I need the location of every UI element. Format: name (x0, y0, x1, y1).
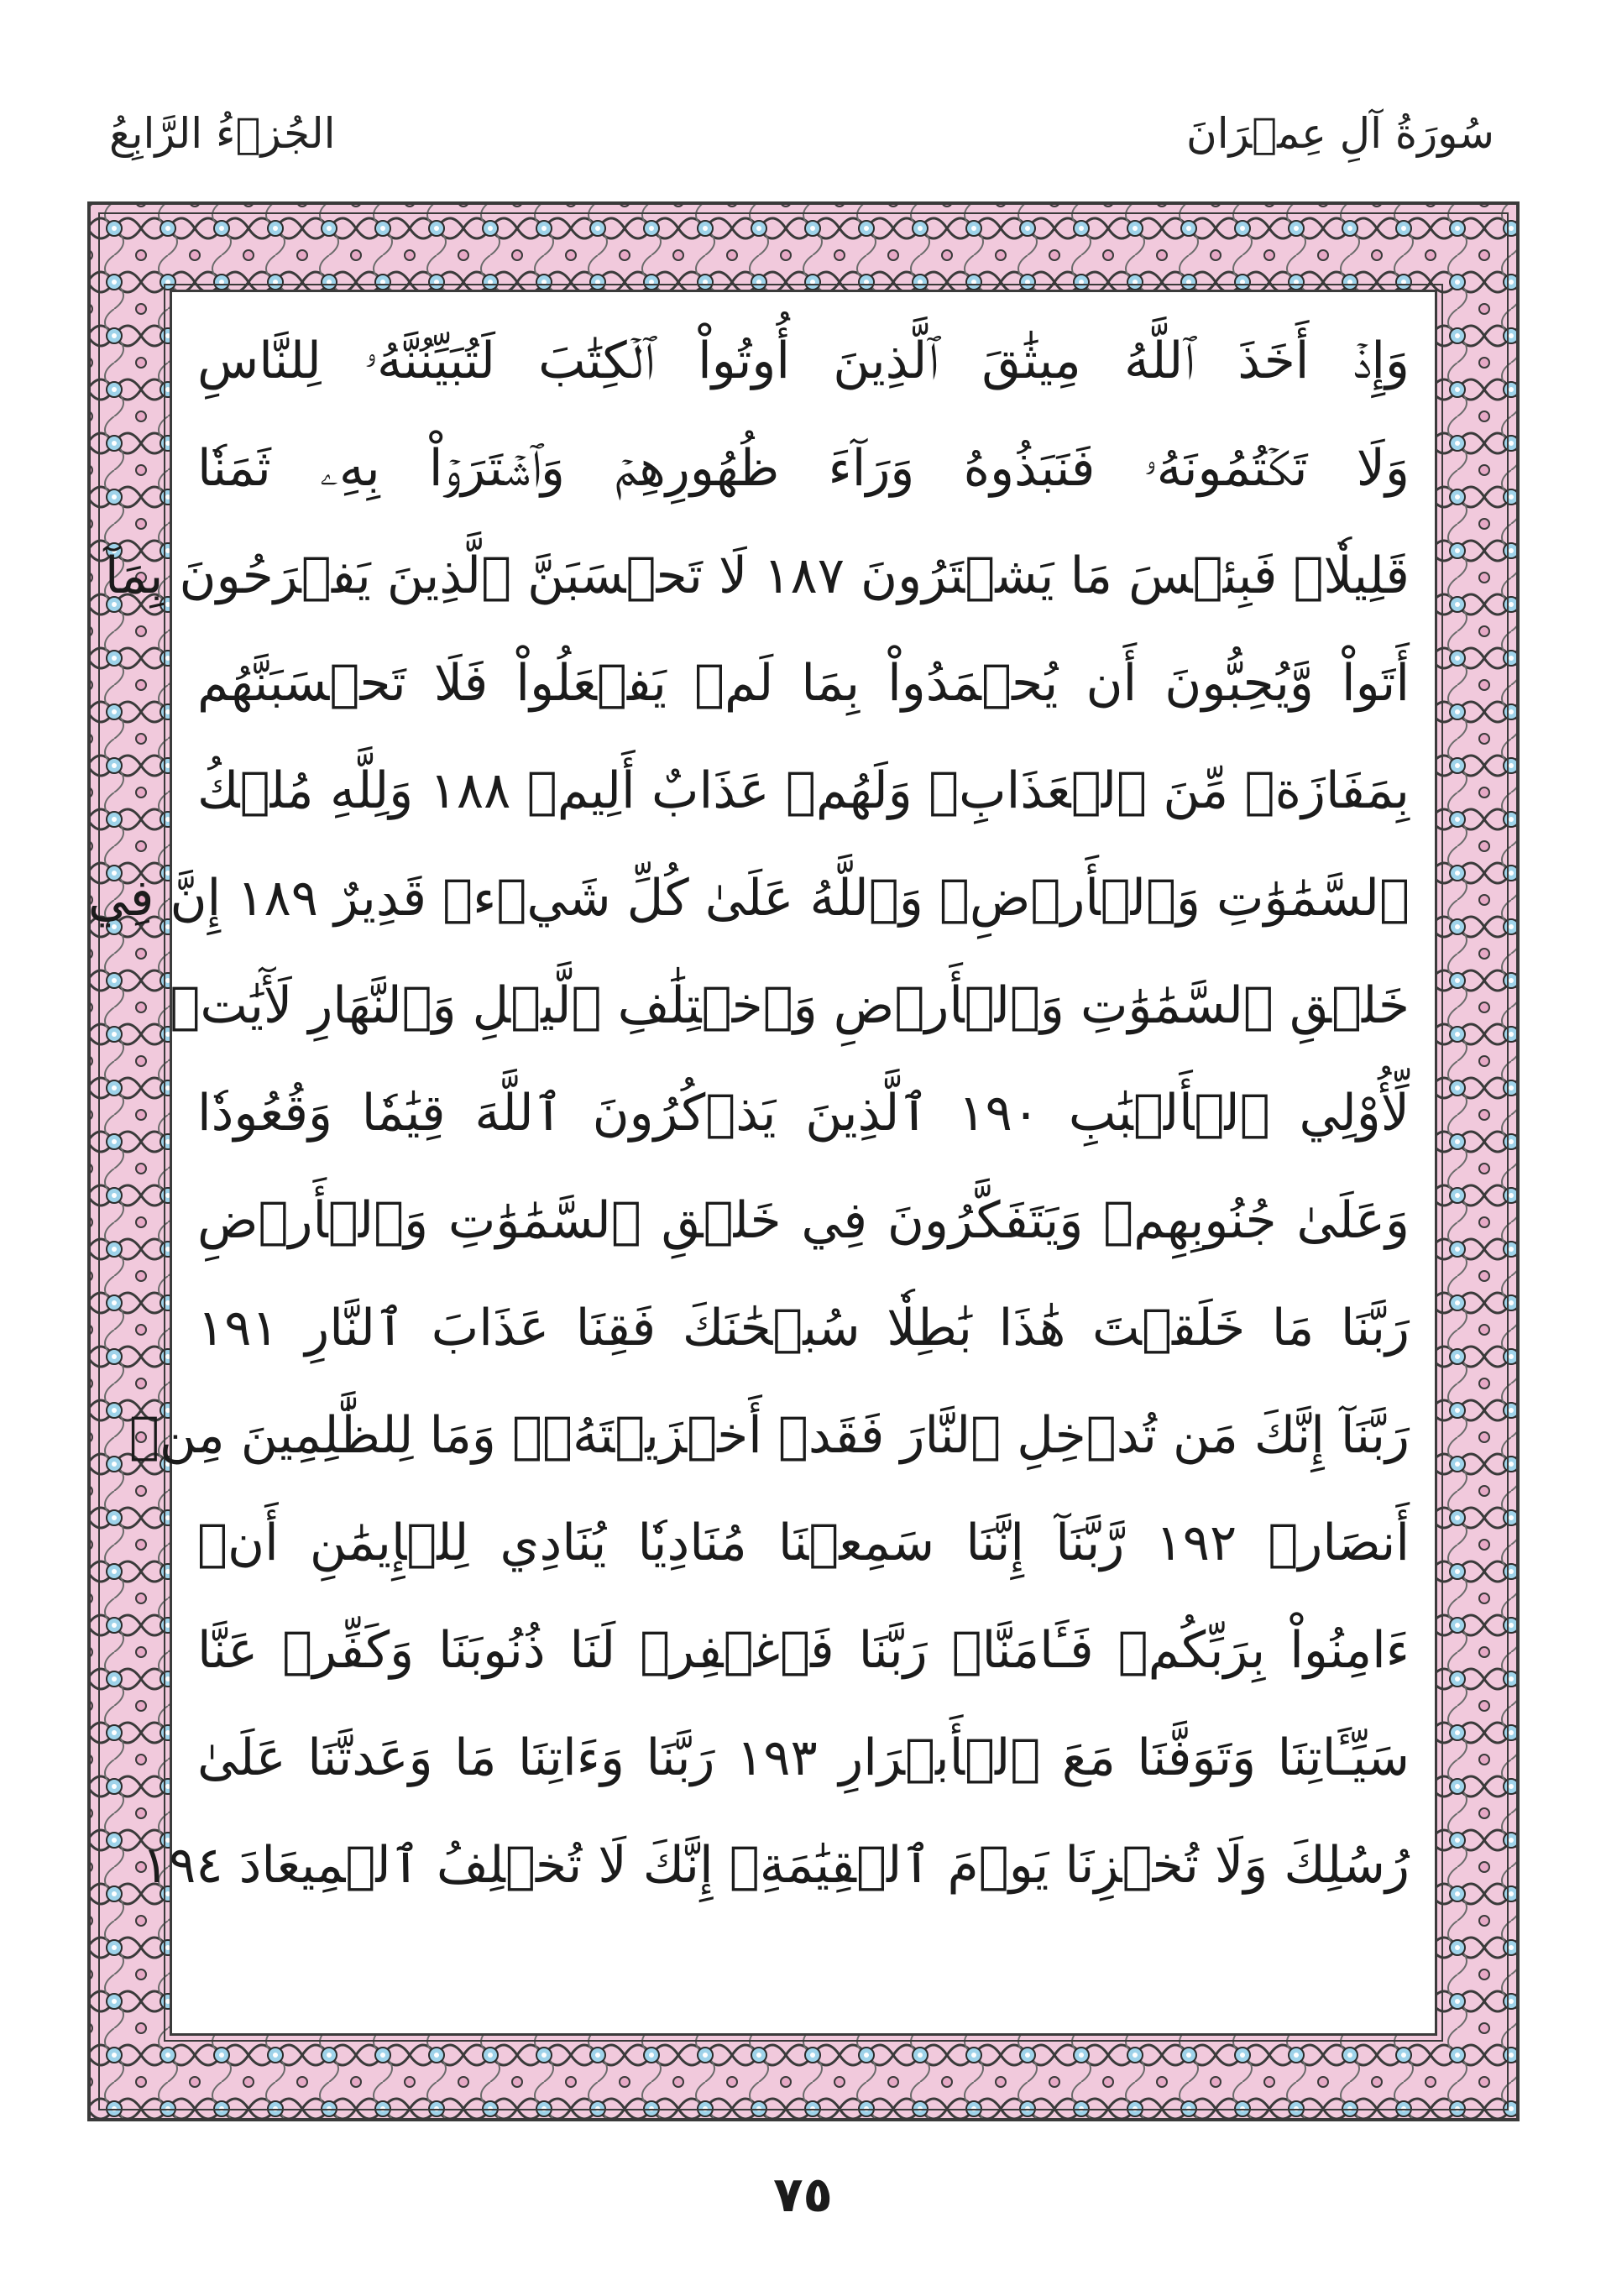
page-header (109, 109, 1494, 176)
text-line: خَلۡقِ ٱلسَّمَٰوَٰتِ وَٱلۡأَرۡضِ وَٱخۡتِلَٰفِ ٱلَّيۡلِ وَٱلنَّهَارِ لَأٓيَٰتٖ (170, 976, 1410, 1035)
text-line: أَنصَارٖ ١٩٢ رَّبَّنَآ إِنَّنَا سَمِعۡنَا مُنَادِيٗا يُنَادِي لِلۡإِيمَٰنِ أَنۡ (197, 1514, 1410, 1572)
text-line: قَلِيلٗاۖ فَبِئۡسَ مَا يَشۡتَرُونَ ١٨٧ لَا تَحۡسَبَنَّ ٱلَّذِينَ يَفۡرَحُونَ بِمَآ (104, 547, 1410, 605)
page-number: ٧٥ (773, 2166, 833, 2223)
text-line: ٱلسَّمَٰوَٰتِ وَٱلۡأَرۡضِۗ وَٱللَّهُ عَلَىٰ كُلِّ شَيۡءٖ قَدِيرٌ ١٨٩ إِنَّ فِي (87, 869, 1410, 928)
surah-name: سُورَةُ آلِ عِمۡرَانَ (1185, 109, 1494, 158)
juz-name: الجُزۡءُ الرَّابِعُ (109, 109, 336, 158)
text-line: رَبَّنَا مَا خَلَقۡتَ هَٰذَا بَٰطِلٗا سُبۡحَٰنَكَ فَقِنَا عَذَابَ ٱلنَّارِ ١٩١ (197, 1299, 1410, 1357)
verses-block (87, 307, 1410, 1919)
text-line: سَيِّـَٔاتِنَا وَتَوَفَّنَا مَعَ ٱلۡأَبۡرَارِ ١٩٣ رَبَّنَا وَءَاتِنَا مَا وَعَدتَّنَا عَلَىٰ (197, 1729, 1410, 1787)
text-line: رُسُلِكَ وَلَا تُخۡزِنَا يَوۡمَ ٱلۡقِيَٰمَةِۖ إِنَّكَ لَا تُخۡلِفُ ٱلۡمِيعَادَ ١٩٤ (141, 1836, 1410, 1895)
text-line: وَلَا تَكۡتُمُونَهُۥ فَنَبَذُوهُ وَرَآءَ ظُهُورِهِمۡ وَٱشۡتَرَوۡاْ بِهِۦ ثَمَنٗا (197, 439, 1410, 498)
text-line: وَعَلَىٰ جُنُوبِهِمۡ وَيَتَفَكَّرُونَ فِي خَلۡقِ ٱلسَّمَٰوَٰتِ وَٱلۡأَرۡضِ (197, 1191, 1410, 1250)
text-line: لِّأُوْلِي ٱلۡأَلۡبَٰبِ ١٩٠ ٱلَّذِينَ يَذۡكُرُونَ ٱللَّهَ قِيَٰمٗا وَقُعُودٗا (197, 1084, 1410, 1143)
text-panel (87, 290, 1437, 2036)
text-line: ءَامِنُواْ بِرَبِّكُمۡ فَـَٔامَنَّاۚ رَبَّنَا فَٱغۡفِرۡ لَنَا ذُنُوبَنَا وَكَفِّرۡ عَنَّا (197, 1621, 1410, 1680)
text-line: رَبَّنَآ إِنَّكَ مَن تُدۡخِلِ ٱلنَّارَ فَقَدۡ أَخۡزَيۡتَهُۥۖ وَمَا لِلظَّٰلِمِينَ مِنۡ (128, 1406, 1410, 1465)
text-line: أَتَواْ وَّيُحِبُّونَ أَن يُحۡمَدُواْ بِمَا لَمۡ يَفۡعَلُواْ فَلَا تَحۡسَبَنَّهُم (197, 654, 1410, 713)
text-line: بِمَفَازَةٖ مِّنَ ٱلۡعَذَابِۖ وَلَهُمۡ عَذَابٌ أَلِيمٞ ١٨٨ وَلِلَّهِ مُلۡكُ (197, 761, 1410, 820)
text-line: وَإِذۡ أَخَذَ ٱللَّهُ مِيثَٰقَ ٱلَّذِينَ أُوتُواْ ٱلۡكِتَٰبَ لَتُبَيِّنُنَّهُۥ لِلنَّاسِ (197, 332, 1410, 390)
